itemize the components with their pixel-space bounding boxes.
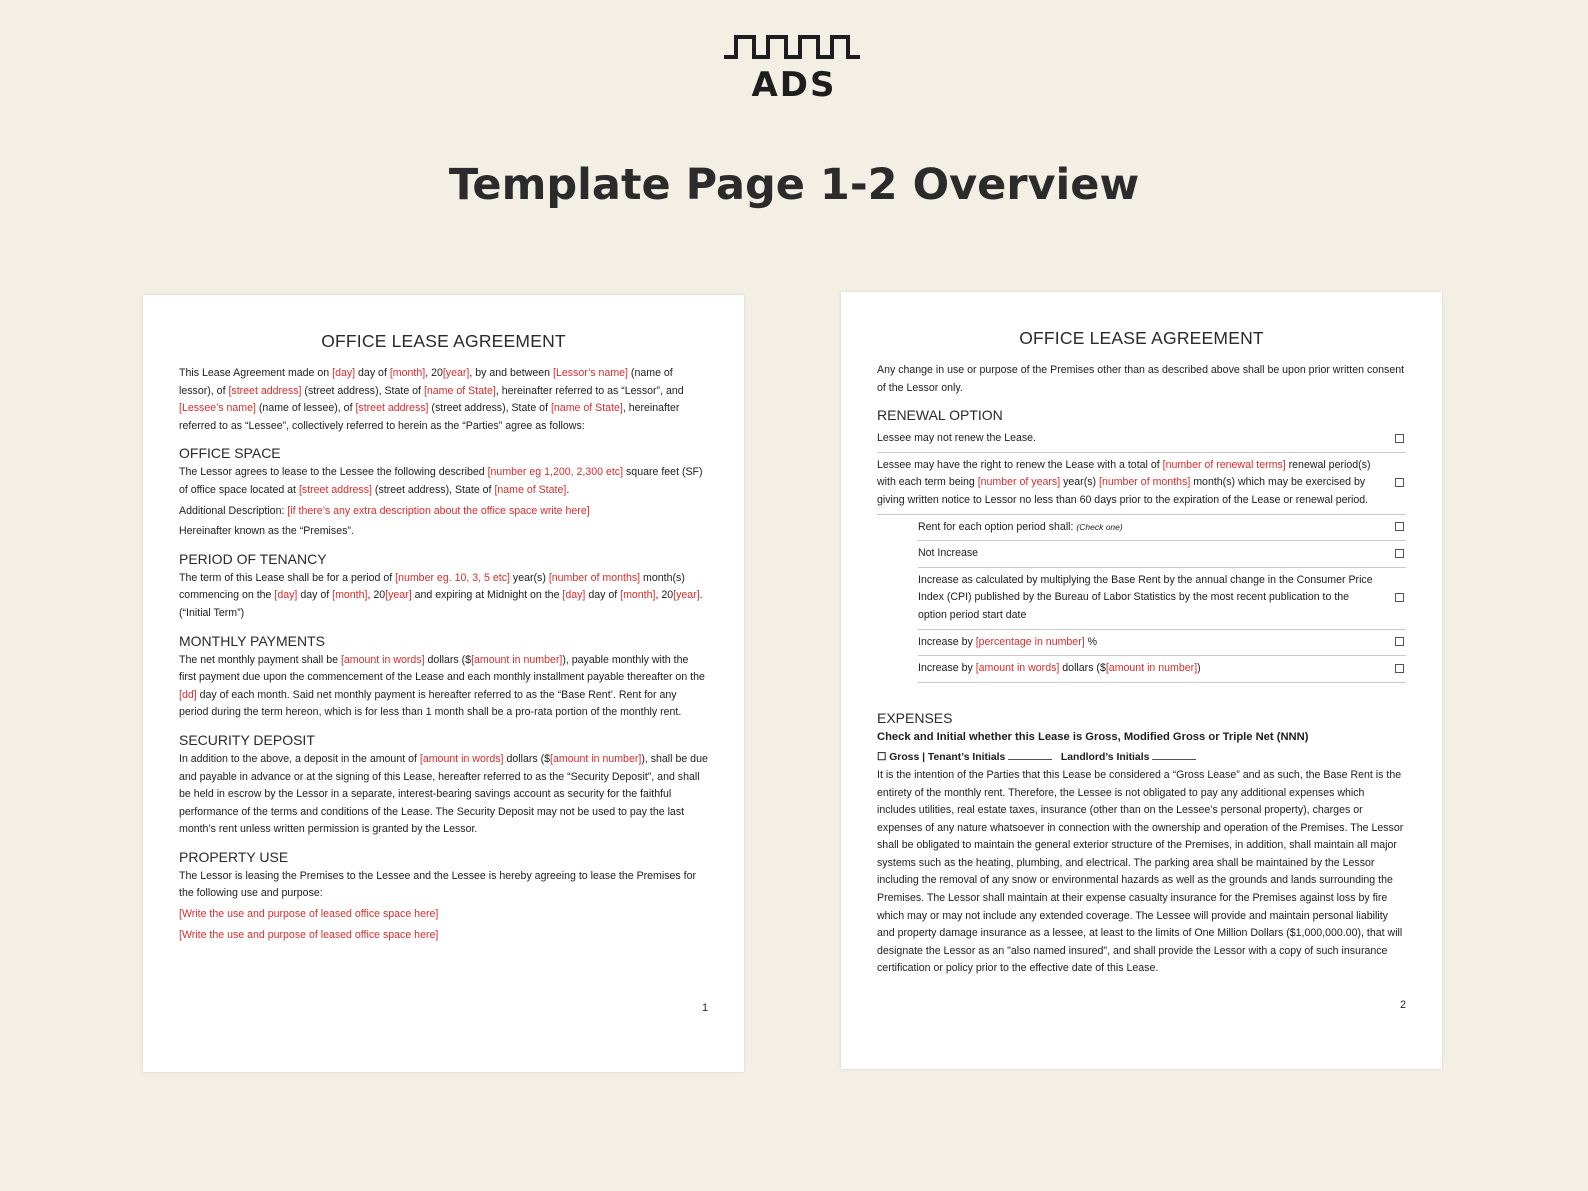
text-run: . (“Initial Term”) [179,589,703,619]
renewal-option-text [918,634,1380,652]
text-run: , 20 [425,367,443,379]
text-run: day of [585,589,621,602]
placeholder-field[interactable]: [day] [562,589,586,602]
placeholder-field[interactable]: [street address] [298,483,372,496]
renewal-option-row [877,426,1406,453]
placeholder-field[interactable]: [month] [620,589,656,602]
text-run: (name of lessor), of [179,367,673,397]
document-title: OFFICE LEASE AGREEMENT [321,331,566,351]
text-run: Lessee may have the right to renew the Lease with a total of [877,458,1163,471]
text-run: and expiring at Midnight on the [411,589,563,602]
landlord-initials-label: Landlord’s Initials [1060,752,1150,764]
tenancy-paragraph [179,570,708,623]
placeholder-field[interactable]: [month] [389,367,426,379]
text-run: ), payable monthly with the first payment due upon the commencement of the Lease and each monthly installment payable thereafter on the [179,653,705,684]
placeholder-field[interactable]: [dd] [179,688,197,701]
text-run: dollars ($ [1059,662,1106,675]
placeholder-field[interactable]: [Lessee’s name] [179,402,256,415]
renewal-option-text [877,457,1380,510]
use-line: [Write the use and purpose of leased office space here] [179,928,439,941]
renewal-option-row [918,541,1406,568]
text-run: month(s) commencing on the [179,571,685,602]
placeholder-field[interactable]: [day] [274,589,298,602]
placeholder-field[interactable]: [year] [673,589,700,602]
page-number: 2 [1400,999,1406,1011]
text-run: The term of this Lease shall be for a period of [179,571,396,584]
text-run: year(s) [509,571,549,584]
intro-paragraph [179,365,708,435]
brand-logo [724,33,864,103]
placeholder-field[interactable]: [number eg 1,200, 2,300 etc] [487,466,624,479]
text-run: Increase by [918,635,976,648]
text-run: year(s) [1060,476,1099,489]
text-run: , 20 [367,589,386,602]
text-run: square feet (SF) of office space located at [179,466,703,496]
text-run: (name of lessee), of [255,402,356,415]
text-run: Not Increase [918,547,979,560]
placeholder-field[interactable]: [amount in words] [340,653,425,666]
renewal-option-row [877,453,1406,515]
placeholder-field[interactable]: [month] [332,589,368,602]
text-run: ), shall be due and payable in advance or at the signing of this Lease, hereafter referred to as the “Security Deposit”, and shall be held in escrow by the Lessor in a separate, interest-bearing savings account as security for the faithful performance of the terms and conditions of the Lease. The Security Deposit may not be used to pay the last month’s rent unless written permission is granted by the Lessor. [179,752,708,836]
text-run: dollars ($ [424,653,472,666]
placeholder-field[interactable]: [day] [332,367,356,379]
renewal-options-list [877,426,1406,683]
office-space-paragraph [179,464,708,499]
text-run: (street address), State of [301,384,424,397]
placeholder-field[interactable]: [year] [385,589,412,602]
text-run: In addition to the above, a deposit in the amount of [179,752,420,765]
logo-wave-icon [724,33,864,65]
logo-text: ADS [751,65,837,105]
option-checkbox[interactable] [1395,549,1404,558]
renewal-option-text [918,545,1380,563]
renewal-option-row [918,656,1406,683]
placeholder-field[interactable]: [number of renewal terms] [1162,458,1286,471]
placeholder-field[interactable]: [amount in number] [471,653,563,666]
text-run: day of [297,589,333,602]
expenses-check-line: Check and Initial whether this Lease is Gross, Modified Gross or Triple Net (NNN) [877,730,1309,743]
section-heading: SECURITY DEPOSIT [179,731,315,748]
text-run: renewal period(s) with each term being [877,458,1371,489]
placeholder-field[interactable]: [amount in number] [1105,662,1198,675]
text-run: This Lease Agreement made on [179,367,333,379]
placeholder-field[interactable]: [number of months] [548,571,641,584]
placeholder-field[interactable]: [percentage in number] [975,635,1085,648]
text-run: Lessee may not renew the Lease. [877,432,1037,445]
premises-note [179,523,708,541]
text-run: The Lessor agrees to lease to the Lessee the following described [179,466,488,479]
page-title: Template Page 1-2 Overview [448,160,1140,210]
text-run: Additional Description: [179,504,288,517]
placeholder-field[interactable]: [number eg. 10, 3, 5 etc] [395,571,510,584]
text-run: . [566,483,570,496]
text-run: Increase by [918,662,976,675]
text-run: The Lessor is leasing the Premises to the Lessee and the Lessee is hereby agreeing to lease the Premises for the following use and purpose: [179,869,697,900]
page-number: 1 [702,1002,708,1014]
option-checkbox[interactable] [1395,664,1404,673]
section-heading: OFFICE SPACE [179,445,281,462]
document-page-1 [143,295,744,1072]
text-run: (street address), State of [371,483,495,496]
renewal-option-text [918,660,1380,678]
text-run: day of [355,367,390,379]
section-heading: PROPERTY USE [179,848,289,865]
text-run: month(s) which may be exercised by giving written notice to Lessor no less than 60 days prior to the expiration of the Lease or renewal period. [877,476,1369,506]
text-run: The net monthly payment shall be [179,653,341,666]
section-heading: EXPENSES [877,709,953,726]
use-paragraph [179,868,708,903]
text-run: Rent for each option period shall: [918,520,1077,533]
document-page-2 [841,292,1442,1069]
placeholder-field[interactable]: [amount in words] [975,662,1060,675]
text-run: Increase as calculated by multiplying the Base Rent by the annual change in the Consumer Price Index (CPI) published by the Bureau of Labor Statistics by the most recent publication to the option period start date [918,573,1373,621]
placeholder-field[interactable]: [street address] [355,402,429,415]
deposit-paragraph [179,751,708,839]
placeholder-field[interactable]: [amount in number] [550,752,642,765]
intro-paragraph [877,362,1406,397]
option-checkbox[interactable] [1395,478,1404,487]
text-run: day of each month. Said net monthly payment is hereafter referred to as the “Base Rent’. Rent for any period during the term hereon, which is for less than 1 month shall be a pro-rata portion of the monthly rent. [179,688,682,719]
section-heading: PERIOD OF TENANCY [179,550,327,567]
section-heading: MONTHLY PAYMENTS [179,632,325,649]
payments-paragraph [179,652,708,722]
placeholder-field[interactable]: [name of State] [423,384,496,397]
renewal-option-text [877,430,1380,448]
text-run: , hereinafter referred to as “Lessee”, collectively referred to herein as the “Parties” agree as follows: [179,402,680,432]
renewal-option-text [918,519,1380,537]
renewal-option-row [918,515,1406,542]
placeholder-field[interactable]: [street address] [228,384,302,397]
placeholder-field[interactable]: [name of State] [494,483,567,496]
placeholder-field[interactable]: [amount in words] [419,752,504,765]
renewal-option-row [918,568,1406,630]
option-checkbox[interactable] [1395,522,1404,531]
tenant-initials-blank[interactable] [1008,750,1052,760]
option-checkbox[interactable] [1395,434,1404,443]
text-run: % [1084,635,1098,648]
text-run: ) [1197,662,1201,675]
renewal-option-row [918,630,1406,657]
text-run: , hereinafter referred to as “Lessor”, and [495,384,684,397]
use-line: [Write the use and purpose of leased office space here] [179,908,439,921]
placeholder-field[interactable]: [if there’s any extra description about the office space write here] [287,504,590,517]
text-run: , 20 [655,589,674,602]
text-run: dollars ($ [503,752,551,765]
gross-initials-line [877,749,1406,767]
gross-checkbox-label[interactable]: ☐ Gross | Tenant’s Initials [877,752,1006,764]
placeholder-field[interactable]: [number of years] [977,476,1061,489]
document-title: OFFICE LEASE AGREEMENT [1019,328,1264,348]
expenses-body: It is the intention of the Parties that this Lease be considered a “Gross Lease” and as such, the Base Rent is the entirety of the monthly rent. Therefore, the Lessee is not obligated to pay any additional expenses which includes utilities, real estate taxes, insurance (other than on the Lessee’s personal property), charges or expenses of any nature whatsoever in connection with the ownership and operation of the Premises. The Lessor shall be obligated to maintain the general exterior structure of the Premises, in addition, shall maintain all major systems such as the heating, plumbing, and electrical. The parking area shall be maintained by the Lessor including the removal of any snow or environmental hazards as well as the grounds and lands surrounding the Premises. The Lessor shall maintain at their expense casualty insurance for the Premises against loss by fire which may or may not include any extended coverage. The Lessee will provide and maintain personal liability and property damage insurance as a lessee, at least to the limits of One Million Dollars ($1,000,000.00), that will designate the Lessor as an "also named insured", and shall provide the Lessor with a copy of such insurance certification or policy prior to the effective date of this Lease. [877,768,1404,975]
placeholder-field[interactable]: [Lessor’s name] [553,367,628,379]
hint-text: (Check one) [1076,521,1123,532]
section-heading: RENEWAL OPTION [877,407,1003,424]
renewal-option-text [918,572,1380,625]
placeholder-field[interactable]: [year] [442,367,470,379]
text-run: , by and between [469,367,553,379]
option-checkbox[interactable] [1395,637,1404,646]
placeholder-field[interactable]: [number of months] [1099,476,1191,489]
landlord-initials-blank[interactable] [1152,750,1196,760]
text-run: Hereinafter known as the “Premises”. [179,525,354,538]
text-run: Any change in use or purpose of the Premises other than as described above shall be upon prior written consent of the Lessor only. [877,364,1405,394]
additional-description [179,503,708,521]
option-checkbox[interactable] [1395,593,1404,602]
placeholder-field[interactable]: [name of State] [550,402,623,415]
text-run: (street address), State of [428,402,551,415]
